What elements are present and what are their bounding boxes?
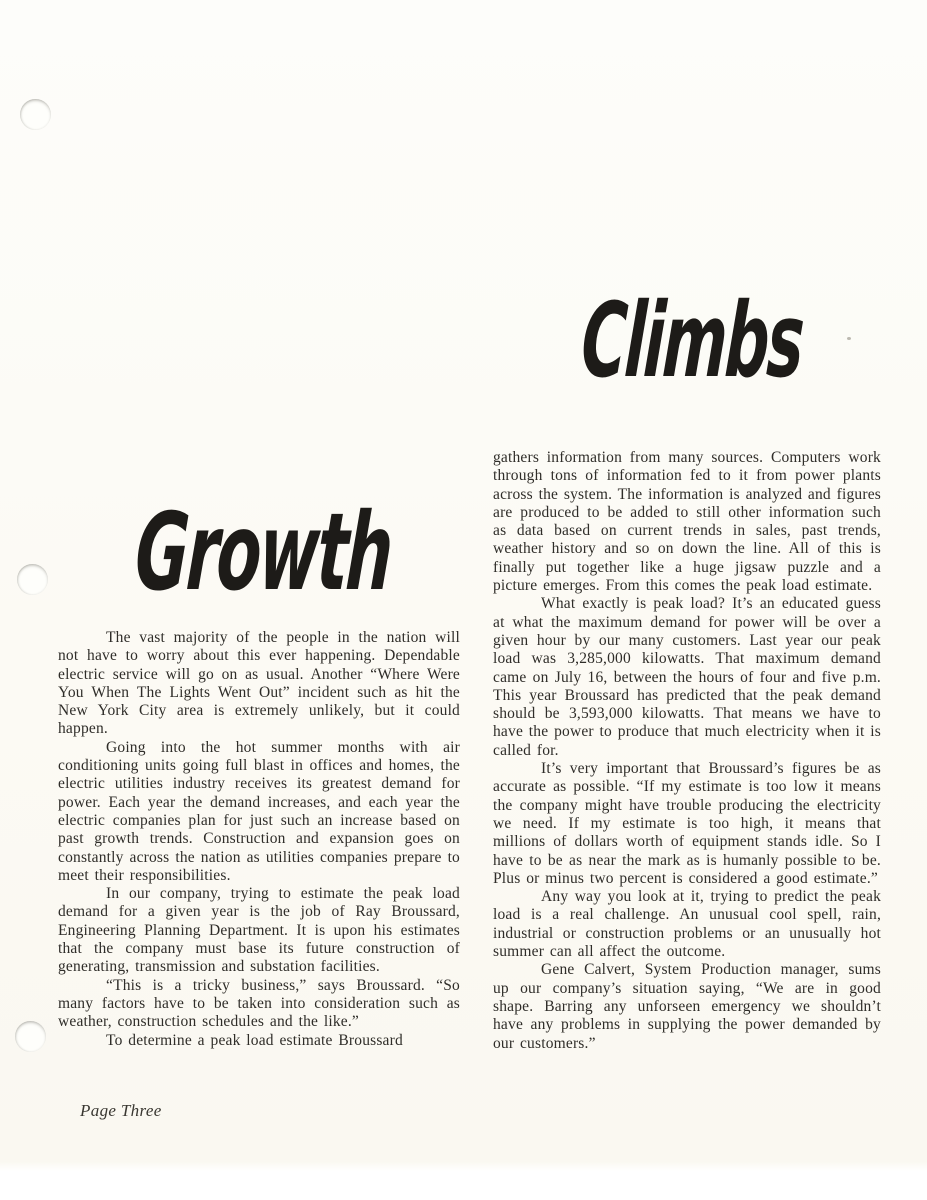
paragraph: gathers information from many sources. Computers work through tons of information fed to it from power plants across the system. The information is analyzed and figures are produced to be added to still other information such as data based on current trends in sales, past trends, weather history and so on down the line. All of this is finally put together like a huge jigsaw puzzle and a picture emerges. From this comes the peak load estimate. [493, 449, 881, 595]
paragraph: To determine a peak load estimate Broussard [106, 1031, 403, 1049]
paragraph: “This is a tricky business,” says Broussard. “So many factors have to be taken into consideration such as weather, construction schedules and the like.” [58, 976, 460, 1031]
paragraph: Going into the hot summer months with air conditioning units going full blast in offices and homes, the electric utilities industry receives its greatest demand for power. Each year the demand increases, and each year the electric companies plan for just such an increase based on past growth trends. Construction and expansion goes on constantly across the nation as utilities companies prepare to meet their responsibilities. [58, 738, 460, 884]
page-number: Page Three [80, 1101, 162, 1120]
print-speck [847, 337, 851, 340]
punch-hole-middle [17, 564, 48, 595]
heading-growth: Growth [132, 491, 394, 615]
paragraph: Gene Calvert, System Production manager, sums up our company’s situation saying, “We are in good shape. Barring any unforseen emergency we shouldn’t have any problems in supplying the power demanded by our customers.” [493, 961, 881, 1052]
left-column [58, 629, 460, 1050]
punch-hole-bottom [15, 1021, 46, 1052]
right-column [493, 449, 881, 1053]
heading-climbs: Climbs [578, 281, 806, 401]
paragraph: It’s very important that Broussard’s figures be as accurate as possible. “If my estimate is too low it means the company might have trouble producing the electricity we need. If my estimate is too high, it means that millions of dollars worth of equipment stands idle. So I have to be as near the mark as is humanly possible to be. Plus or minus two percent is considered a good estimate.” [493, 760, 881, 887]
paragraph: In our company, trying to estimate the peak load demand for a given year is the job of Ray Broussard, Engineering Planning Department. It is upon his estimates that the company must base its future construction of generating, transmission and substation facilities. [58, 885, 460, 976]
paragraph: Any way you look at it, trying to predict the peak load is a real challenge. An unusual cool spell, rain, industrial or construction problems or an unusually hot summer can all affect the outcome. [493, 888, 881, 961]
paragraph: The vast majority of the people in the nation will not have to worry about this ever happening. Dependable electric service will go on as usual. Another “Where Were You When The Lights Went Out” incident such as hit the New York City area is extremely unlikely, but it could happen. [58, 629, 460, 738]
paragraph: What exactly is peak load? It’s an educated guess at what the maximum demand for power will be over a given hour by our many customers. Last year our peak load was 3,285,000 kilowatts. That maximum demand came on July 16, between the hours of four and five p.m. This year Broussard has predicted that the peak demand should be 3,593,000 kilowatts. That means we have to have the power to produce that much electricity when it is called for. [493, 595, 881, 759]
punch-hole-top [20, 99, 51, 130]
